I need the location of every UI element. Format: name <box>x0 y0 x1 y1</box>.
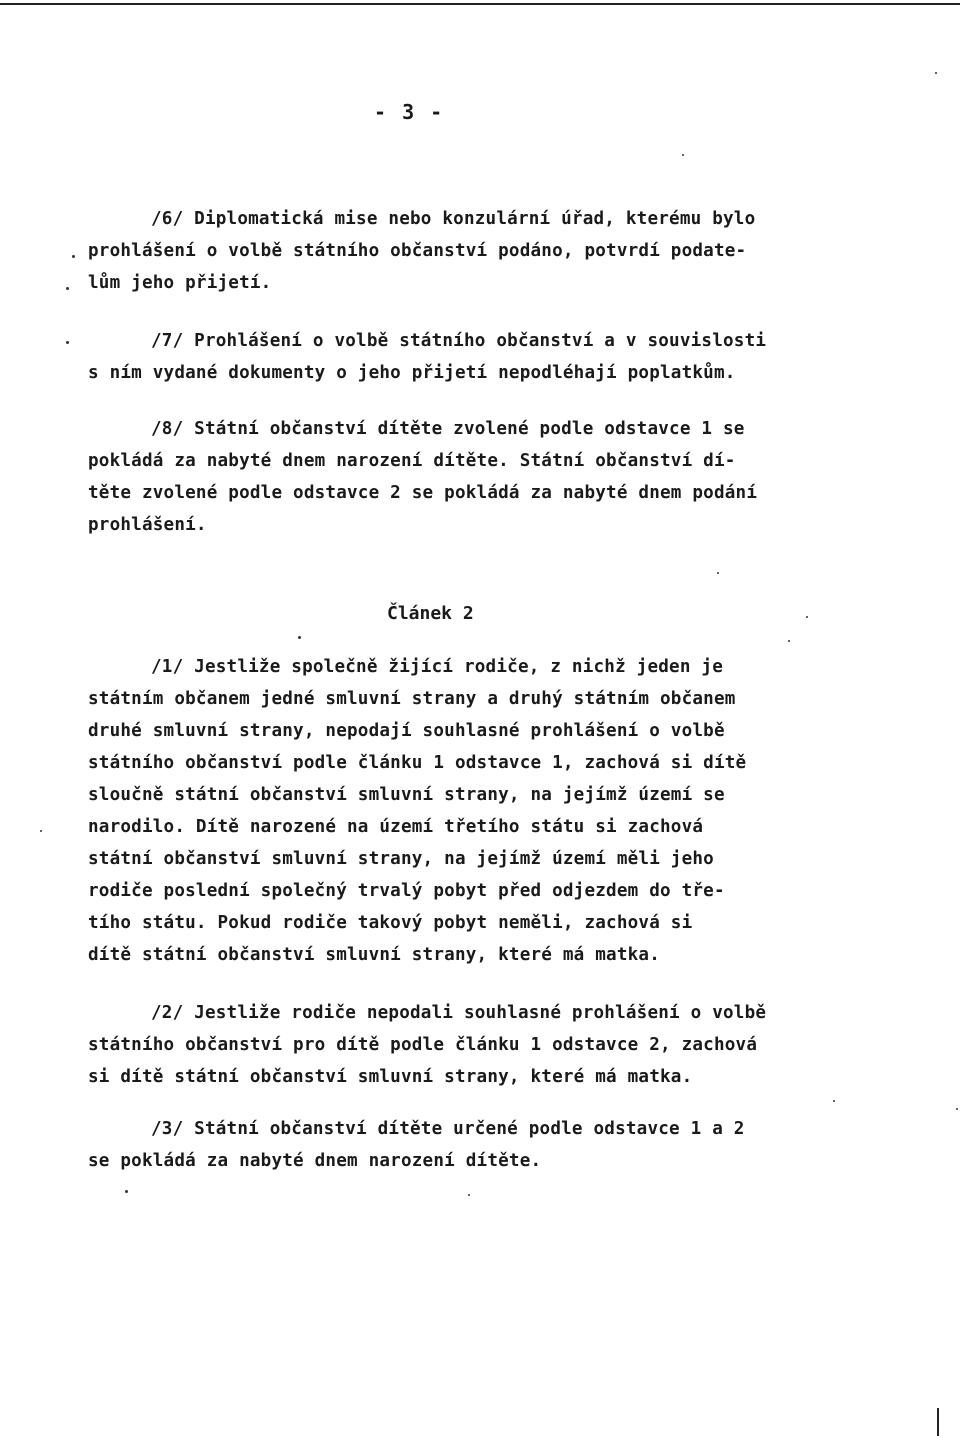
article-2-paragraph-1-line-8: rodiče poslední společný trvalý pobyt před odjezdem do tře- <box>88 881 725 901</box>
article-2-paragraph-1-line-7: státní občanství smluvní strany, na jejímž území měli jeho <box>88 849 714 869</box>
article-2-paragraph-1-line-5: sloučně státní občanství smluvní strany, na jejímž území se <box>88 785 725 805</box>
scan-speck <box>956 1108 958 1110</box>
article-2-paragraph-1-line-2: státním občanem jedné smluvní strany a druhý státním občanem <box>88 689 736 709</box>
scan-speck <box>717 572 719 574</box>
article-heading: Článek 2 <box>387 603 474 624</box>
scan-speck <box>125 1190 128 1193</box>
paragraph-6-line-1: /6/ Diplomatická mise nebo konzulární úřad, kterému bylo <box>151 209 756 229</box>
scan-speck <box>833 1100 835 1102</box>
scan-speck <box>788 640 790 642</box>
article-2-paragraph-1-line-1: /1/ Jestliže společně žijící rodiče, z nichž jeden je <box>151 657 723 677</box>
paragraph-6-line-3: lům jeho přijetí. <box>88 273 272 293</box>
paragraph-8-line-1: /8/ Státní občanství dítěte zvolené podle odstavce 1 se <box>151 419 745 439</box>
article-2-paragraph-2-line-3: si dítě státní občanství smluvní strany, které má matka. <box>88 1067 693 1087</box>
paragraph-8-line-4: prohlášení. <box>88 515 207 535</box>
scan-speck <box>682 154 684 156</box>
paragraph-8-line-3: těte zvolené podle odstavce 2 se pokládá za nabyté dnem podání <box>88 483 758 503</box>
article-2-paragraph-1-line-3: druhé smluvní strany, nepodají souhlasné prohlášení o volbě <box>88 721 725 741</box>
article-2-paragraph-1-line-10: dítě státní občanství smluvní strany, které má matka. <box>88 945 660 965</box>
article-2-paragraph-2-line-1: /2/ Jestliže rodiče nepodali souhlasné prohlášení o volbě <box>151 1003 767 1023</box>
scan-speck <box>468 1194 470 1196</box>
top-rule <box>0 3 960 5</box>
scan-speck <box>72 255 75 258</box>
scan-speck <box>66 341 69 344</box>
scan-speck <box>40 830 42 832</box>
scan-speck <box>298 636 301 639</box>
scan-speck <box>935 72 937 74</box>
article-2-paragraph-2-line-2: státního občanství pro dítě podle článku 1 odstavce 2, zachová <box>88 1035 758 1055</box>
scan-speck <box>66 287 69 290</box>
article-2-paragraph-1-line-4: státního občanství podle článku 1 odstavce 1, zachová si dítě <box>88 753 747 773</box>
article-2-paragraph-3-line-1: /3/ Státní občanství dítěte určené podle odstavce 1 a 2 <box>151 1119 745 1139</box>
article-2-paragraph-1-line-6: narodilo. Dítě narozené na území třetího státu si zachová <box>88 817 704 837</box>
article-2-paragraph-3-line-2: se pokládá za nabyté dnem narození dítěte. <box>88 1151 542 1171</box>
scan-speck <box>806 616 808 618</box>
page-number: - 3 - <box>374 100 445 124</box>
paragraph-6-line-2: prohlášení o volbě státního občanství podáno, potvrdí podate- <box>88 241 747 261</box>
article-2-paragraph-1-line-9: tího státu. Pokud rodiče takový pobyt neměli, zachová si <box>88 913 693 933</box>
paragraph-7-line-2: s ním vydané dokumenty o jeho přijetí nepodléhají poplatkům. <box>88 363 736 383</box>
paragraph-8-line-2: pokládá za nabyté dnem narození dítěte. Státní občanství dí- <box>88 451 736 471</box>
paragraph-7-line-1: /7/ Prohlášení o volbě státního občanství a v souvislosti <box>151 331 767 351</box>
scan-margin-mark <box>937 1408 939 1436</box>
